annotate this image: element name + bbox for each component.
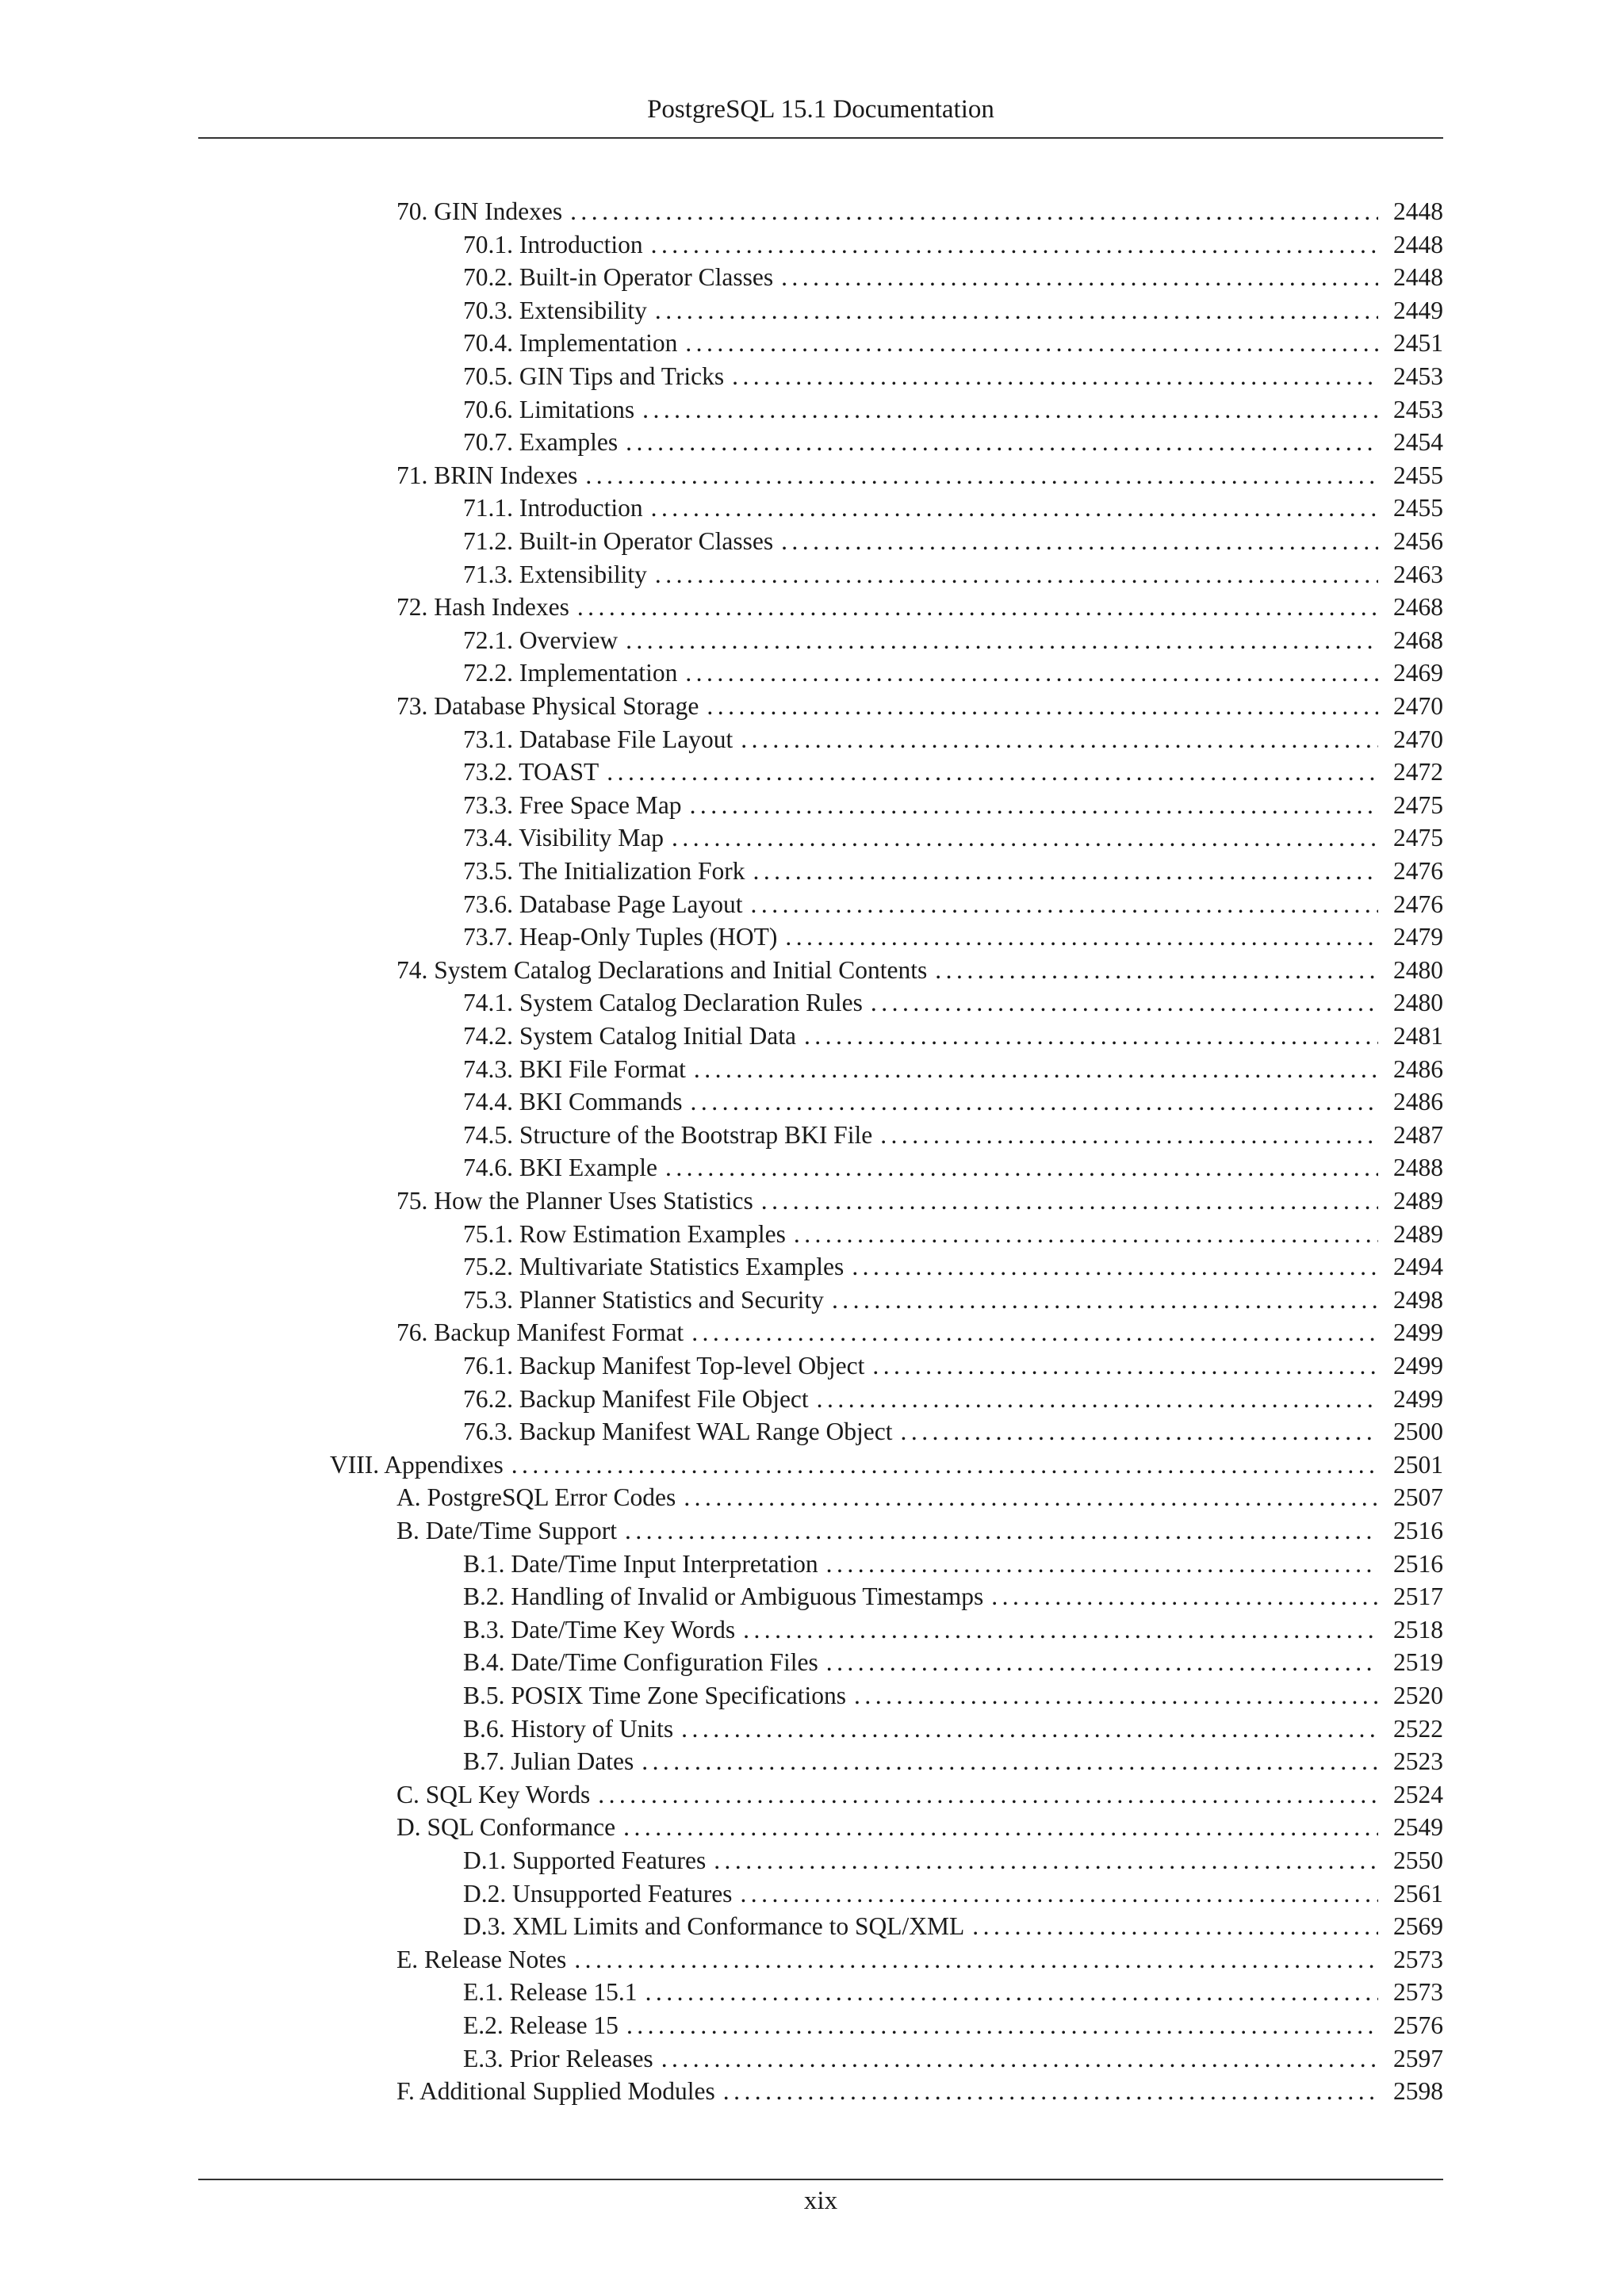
toc-entry[interactable] [396,1515,1443,1548]
toc-entry[interactable] [463,1878,1443,1911]
toc-dot-leader [743,1614,1378,1646]
toc-entry[interactable] [463,1219,1443,1252]
toc-entry-page-number: 2498 [1393,1285,1443,1314]
toc-entry-page-number: 2480 [1393,989,1443,1017]
toc-entry-page-number: 2516 [1393,1517,1443,1544]
toc-dot-leader [607,756,1378,788]
header-rule [198,137,1443,139]
toc-entry-page-number: 2487 [1393,1120,1443,1149]
toc-entry-title: 70.2. Built-in Operator Classes [463,263,774,292]
toc-entry-page-number: 2463 [1393,560,1443,588]
toc-entry-title: C. SQL Key Words [396,1780,591,1808]
toc-entry[interactable] [463,1680,1443,1713]
toc-entry[interactable] [396,1812,1443,1845]
toc-dot-leader [901,1416,1379,1448]
toc-entry-title: 76. Backup Manifest Format [396,1318,684,1347]
toc-entry[interactable] [463,987,1443,1020]
toc-entry-page-number: 2468 [1393,626,1443,654]
toc-dot-leader [691,1317,1378,1349]
toc-entry-page-number: 2516 [1393,1549,1443,1578]
toc-entry-title: 76.2. Backup Manifest File Object [463,1384,809,1413]
toc-entry-title: 70.6. Limitations [463,395,635,423]
toc-entry[interactable] [396,460,1443,493]
toc-entry-page-number: 2476 [1393,857,1443,885]
toc-entry[interactable] [463,1614,1443,1647]
toc-dot-leader [740,1878,1378,1910]
toc-entry-title: 70.4. Implementation [463,329,678,358]
toc-entry-title: 70.7. Examples [463,428,619,457]
toc-entry[interactable] [463,1581,1443,1614]
toc-entry-title: 74.2. System Catalog Initial Data [463,1022,796,1050]
toc-entry-page-number: 2456 [1393,527,1443,555]
toc-entry-title: D. SQL Conformance [396,1813,616,1842]
toc-entry[interactable] [463,724,1443,757]
toc-entry[interactable] [463,427,1443,460]
toc-dot-leader [871,987,1378,1019]
toc-dot-leader [826,1548,1378,1580]
toc-entry-page-number: 2455 [1393,494,1443,522]
toc-entry-title: F. Additional Supplied Modules [396,2077,715,2106]
toc-dot-leader [817,1383,1378,1415]
toc-entry[interactable] [463,657,1443,691]
toc-entry-title: 72.1. Overview [463,626,619,654]
toc-dot-leader [694,1054,1378,1085]
toc-entry-page-number: 2486 [1393,1054,1443,1083]
toc-dot-leader [832,1284,1378,1316]
toc-entry-page-number: 2561 [1393,1879,1443,1908]
toc-entry[interactable] [463,2010,1443,2043]
toc-entry[interactable] [463,327,1443,361]
toc-entry[interactable] [463,889,1443,922]
toc-entry-title: E.3. Prior Releases [463,2044,653,2072]
toc-entry-title: E.2. Release 15 [463,2011,619,2039]
toc-entry-page-number: 2448 [1393,263,1443,292]
toc-dot-leader [574,1944,1378,1976]
toc-entry[interactable] [396,1482,1443,1515]
toc-entry-page-number: 2486 [1393,1088,1443,1116]
toc-entry[interactable] [396,955,1443,988]
toc-entry[interactable] [463,559,1443,592]
toc-dot-leader [511,1449,1378,1481]
toc-entry[interactable] [463,1020,1443,1054]
toc-entry-title: 71.2. Built-in Operator Classes [463,527,774,555]
toc-entry-title: 75. How the Planner Uses Statistics [396,1187,753,1215]
toc-entry[interactable] [463,229,1443,262]
toc-entry-title: VIII. Appendixes [330,1450,504,1479]
toc-dot-leader [672,822,1378,854]
toc-entry-page-number: 2519 [1393,1648,1443,1677]
toc-dot-leader [626,2010,1378,2042]
toc-entry-page-number: 2518 [1393,1615,1443,1644]
toc-entry-title: A. PostgreSQL Error Codes [396,1483,676,1512]
toc-dot-leader [714,1845,1378,1877]
toc-dot-leader [991,1581,1378,1613]
toc-entry-title: 71.3. Extensibility [463,560,647,588]
toc-entry[interactable] [463,790,1443,823]
toc-dot-leader [626,427,1378,458]
toc-dot-leader [681,1713,1378,1745]
toc-entry-title: 73.6. Database Page Layout [463,890,743,918]
toc-entry[interactable] [396,1779,1443,1812]
toc-entry-page-number: 2481 [1393,1022,1443,1050]
toc-dot-leader [691,1086,1378,1118]
toc-entry[interactable] [396,691,1443,724]
toc-dot-leader [751,889,1378,920]
toc-entry[interactable] [396,591,1443,625]
toc-dot-leader [585,460,1378,492]
toc-entry-title: 70.5. GIN Tips and Tricks [463,362,725,390]
toc-dot-leader [623,1812,1378,1843]
toc-entry-page-number: 2479 [1393,923,1443,951]
footer-rule [198,2179,1443,2180]
toc-entry-title: 74.4. BKI Commands [463,1088,683,1116]
toc-dot-leader [804,1020,1378,1052]
toc-dot-leader [577,591,1378,623]
toc-dot-leader [685,327,1378,359]
toc-entry-page-number: 2472 [1393,758,1443,786]
toc-entry-page-number: 2576 [1393,2011,1443,2039]
toc-entry-page-number: 2455 [1393,461,1443,489]
toc-entry[interactable] [463,1416,1443,1449]
toc-entry[interactable] [463,855,1443,889]
toc-entry[interactable] [463,526,1443,559]
toc-entry-page-number: 2453 [1393,362,1443,390]
toc-entry-page-number: 2499 [1393,1384,1443,1413]
toc-dot-leader [655,295,1378,327]
toc-entry-page-number: 2475 [1393,824,1443,852]
toc-entry[interactable] [463,394,1443,427]
toc-entry-title: 75.1. Row Estimation Examples [463,1219,786,1248]
toc-entry[interactable] [396,1185,1443,1219]
toc-entry-title: 74.6. BKI Example [463,1154,657,1182]
toc-entry[interactable] [463,1054,1443,1087]
toc-entry-title: 73.1. Database File Layout [463,725,733,753]
toc-entry-page-number: 2470 [1393,725,1443,753]
toc-entry-title: 73.7. Heap-Only Tuples (HOT) [463,923,778,951]
toc-entry-title: 73. Database Physical Storage [396,692,699,720]
toc-entry-title: D.1. Supported Features [463,1846,707,1874]
toc-entry[interactable] [463,1251,1443,1284]
toc-entry-title: B.2. Handling of Invalid or Ambiguous Timestamps [463,1582,984,1611]
toc-dot-leader [723,2076,1378,2107]
toc-dot-leader [625,1515,1378,1547]
toc-entry[interactable] [463,361,1443,394]
toc-entry-page-number: 2573 [1393,1978,1443,2007]
toc-entry[interactable] [330,1449,1443,1483]
toc-entry-title: 73.4. Visibility Map [463,824,665,852]
toc-entry-title: B.5. POSIX Time Zone Specifications [463,1682,847,1709]
toc-entry[interactable] [463,1350,1443,1383]
toc-dot-leader [642,1746,1378,1777]
toc-entry-title: 71. BRIN Indexes [396,461,578,489]
toc-dot-leader [690,790,1378,821]
toc-entry-title: 70. GIN Indexes [396,197,563,225]
toc-entry[interactable] [463,1911,1443,1944]
toc-entry-page-number: 2451 [1393,329,1443,358]
running-header: PostgreSQL 15.1 Documentation [647,95,994,124]
toc-entry-page-number: 2522 [1393,1714,1443,1743]
toc-entry-title: 76.1. Backup Manifest Top-level Object [463,1352,865,1380]
toc-entry-title: B.6. History of Units [463,1714,674,1743]
toc-dot-leader [872,1350,1378,1382]
toc-entry[interactable] [396,1317,1443,1350]
toc-dot-leader [684,1482,1378,1513]
toc-entry-page-number: 2523 [1393,1747,1443,1776]
toc-dot-leader [626,625,1378,656]
toc-entry-page-number: 2454 [1393,428,1443,457]
toc-entry-page-number: 2501 [1393,1450,1443,1479]
toc-entry[interactable] [463,1647,1443,1680]
toc-entry[interactable] [463,1548,1443,1582]
toc-entry-title: B.4. Date/Time Configuration Files [463,1648,818,1677]
toc-entry-page-number: 2499 [1393,1352,1443,1380]
toc-entry-page-number: 2507 [1393,1483,1443,1512]
toc-entry-page-number: 2489 [1393,1187,1443,1215]
toc-entry[interactable] [463,1284,1443,1318]
toc-dot-leader [651,492,1378,524]
toc-entry-page-number: 2499 [1393,1318,1443,1347]
toc-entry-title: 74.3. BKI File Format [463,1054,686,1083]
toc-entry-page-number: 2520 [1393,1682,1443,1709]
toc-entry-page-number: 2573 [1393,1945,1443,1973]
toc-dot-leader [854,1680,1378,1712]
toc-entry-page-number: 2500 [1393,1418,1443,1446]
toc-entry-title: 70.1. Introduction [463,230,643,258]
toc-entry-title: D.3. XML Limits and Conformance to SQL/XML [463,1912,965,1941]
toc-entry[interactable] [463,625,1443,658]
toc-entry-title: 74.1. System Catalog Declaration Rules [463,989,863,1017]
toc-entry-title: 73.5. The Initialization Fork [463,857,745,885]
toc-entry[interactable] [396,2076,1443,2109]
toc-entry-page-number: 2550 [1393,1846,1443,1874]
toc-entry-page-number: 2549 [1393,1813,1443,1842]
toc-entry[interactable] [463,756,1443,790]
toc-entry-title: B.1. Date/Time Input Interpretation [463,1549,818,1578]
toc-entry-page-number: 2598 [1393,2077,1443,2106]
toc-entry-page-number: 2469 [1393,659,1443,687]
toc-dot-leader [935,955,1378,986]
toc-entry[interactable] [396,196,1443,229]
toc-entry[interactable] [396,1944,1443,1977]
toc-entry[interactable] [463,1713,1443,1747]
toc-entry[interactable] [463,295,1443,328]
toc-entry-title: 73.2. TOAST [463,758,599,786]
toc-entry-page-number: 2448 [1393,230,1443,258]
toc-entry-page-number: 2524 [1393,1780,1443,1808]
toc-entry[interactable] [463,921,1443,955]
toc-dot-leader [880,1119,1378,1151]
toc-entry-title: 75.3. Planner Statistics and Security [463,1285,824,1314]
toc-entry-title: 72. Hash Indexes [396,593,569,622]
toc-dot-leader [685,657,1378,689]
toc-entry-page-number: 2597 [1393,2044,1443,2072]
toc-dot-leader [852,1251,1378,1283]
toc-dot-leader [707,691,1378,722]
toc-entry-page-number: 2449 [1393,296,1443,324]
toc-entry[interactable] [463,492,1443,526]
toc-entry-page-number: 2494 [1393,1253,1443,1281]
toc-entry[interactable] [463,1383,1443,1417]
toc-dot-leader [781,526,1378,557]
toc-dot-leader [761,1185,1378,1217]
toc-dot-leader [741,724,1378,756]
toc-entry-page-number: 2453 [1393,395,1443,423]
toc-dot-leader [570,196,1378,228]
toc-entry-title: 74. System Catalog Declarations and Initial Contents [396,955,928,984]
toc-entry[interactable] [463,1086,1443,1119]
toc-dot-leader [665,1152,1378,1184]
toc-entry-page-number: 2448 [1393,197,1443,225]
toc-dot-leader [826,1647,1378,1678]
toc-entry-title: D.2. Unsupported Features [463,1879,733,1908]
toc-entry-title: B. Date/Time Support [396,1517,617,1544]
toc-entry-page-number: 2470 [1393,692,1443,720]
toc-entry-page-number: 2476 [1393,890,1443,918]
toc-dot-leader [781,262,1378,293]
toc-entry[interactable] [463,1746,1443,1779]
toc-dot-leader [651,229,1378,261]
toc-entry-page-number: 2480 [1393,955,1443,984]
toc-entry-title: 76.3. Backup Manifest WAL Range Object [463,1418,893,1446]
toc-entry-title: E.1. Release 15.1 [463,1978,638,2007]
toc-entry-title: 73.3. Free Space Map [463,790,682,819]
toc-entry-title: 74.5. Structure of the Bootstrap BKI File [463,1120,873,1149]
toc-entry-page-number: 2475 [1393,790,1443,819]
toc-dot-leader [794,1219,1378,1250]
toc-entry-title: B.7. Julian Dates [463,1747,634,1776]
toc-dot-leader [655,559,1378,591]
toc-dot-leader [645,1976,1378,2008]
toc-dot-leader [642,394,1378,426]
toc-entry-title: B.3. Date/Time Key Words [463,1615,736,1644]
toc-dot-leader [785,921,1378,953]
toc-entry[interactable] [463,1152,1443,1185]
toc-entry[interactable] [463,262,1443,295]
toc-entry-page-number: 2517 [1393,1582,1443,1611]
toc-entry-title: 71.1. Introduction [463,494,643,522]
toc-entry[interactable] [463,822,1443,855]
toc-entry-title: E. Release Notes [396,1945,567,1973]
toc-dot-leader [972,1911,1378,1942]
toc-dot-leader [661,2043,1378,2075]
toc-entry-page-number: 2468 [1393,593,1443,622]
toc-entry[interactable] [463,1119,1443,1153]
toc-dot-leader [753,855,1378,887]
toc-entry[interactable] [463,2043,1443,2076]
toc-entry-title: 72.2. Implementation [463,659,678,687]
toc-entry-title: 75.2. Multivariate Statistics Examples [463,1253,845,1281]
toc-entry-page-number: 2489 [1393,1219,1443,1248]
toc-entry-page-number: 2488 [1393,1154,1443,1182]
toc-entry[interactable] [463,1976,1443,2010]
toc-entry[interactable] [463,1845,1443,1878]
toc-dot-leader [732,361,1378,392]
toc-entry-title: 70.3. Extensibility [463,296,647,324]
page-number: xix [803,2187,838,2215]
toc-dot-leader [598,1779,1378,1811]
toc-entry-page-number: 2569 [1393,1912,1443,1941]
